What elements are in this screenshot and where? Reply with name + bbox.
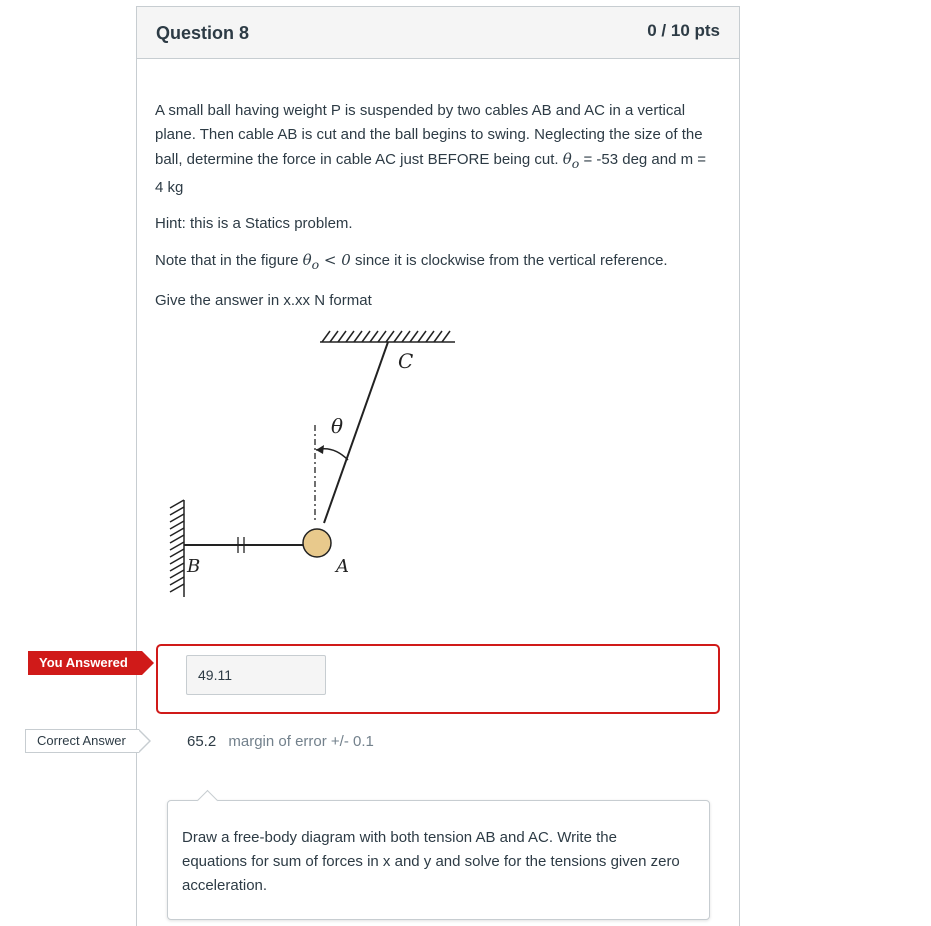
question-title: Question 8 [156,23,250,43]
note-text [155,248,715,277]
note-theta: θ [302,251,312,269]
margin-of-error: margin of error +/- 0.1 [228,733,374,750]
label-b: B [187,556,201,577]
ceiling-hatch [320,331,455,342]
question-text [155,99,715,325]
your-answer-box [156,644,720,714]
answer-comment [167,800,710,920]
note-tail: since it is clockwise from the vertical reference. [350,252,668,269]
comment-text: Draw a free-body diagram with both tension AB and AC. Write the equations for sum of forces in x and y and solve for the tensions given zero acceleration. [182,829,680,894]
question-paragraph [155,99,715,200]
question-header [137,7,739,59]
your-answer-field: 49.11 [186,655,326,695]
you-answered-tag: You Answered [28,651,142,675]
label-c: C [398,349,414,373]
ball [303,529,331,557]
note-head: Note that in the figure [155,252,303,269]
correct-answer-value: 65.2 [187,733,217,750]
label-a: A [336,556,349,577]
note-theta-subscript: o [311,257,320,272]
question-points: 0 / 10 pts [647,21,720,40]
format-instruction: Give the answer in x.xx N format [155,292,372,309]
theta-symbol: θ [562,150,572,168]
wall-hatch [170,500,184,597]
theta-subscript: o [571,156,580,171]
correct-answer-tag: Correct Answer [25,729,139,753]
correct-answer [187,733,374,750]
label-theta: θ [331,414,344,438]
question-statement: A small ball having weight P is suspended by two cables AB and AC in a vertical plane. Then cable AB is cut and the ball begins to swing. Neglecting the size of the ball, determine the force in cable AC just BEFORE being cut. [155,102,703,168]
pendulum-figure [160,320,470,610]
note-inequality: < 0 [319,251,351,269]
question-given-values: = -53 deg and m = 4 kg [155,151,707,196]
arc-arrowhead [316,445,324,454]
hint-text: Hint: this is a Statics problem. [155,215,353,232]
